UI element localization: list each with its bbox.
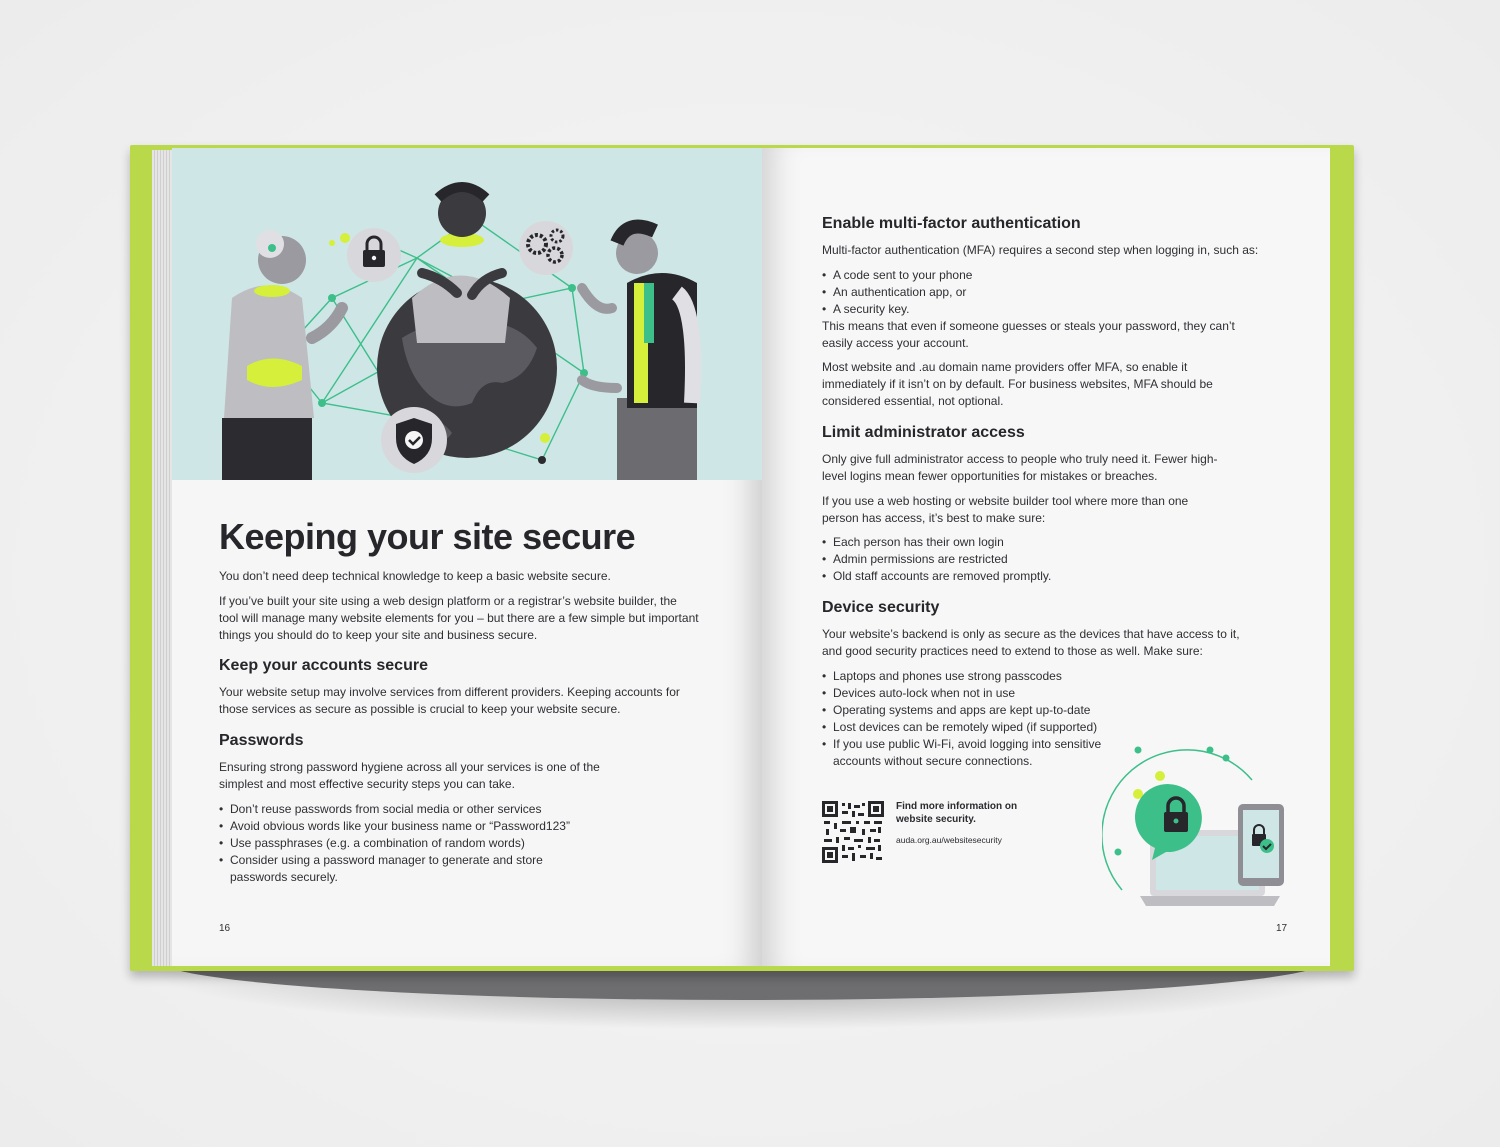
- list-item: • Old staff accounts are removed promptly.: [822, 568, 1262, 585]
- section-heading-accounts: Keep your accounts secure: [219, 657, 428, 674]
- list-item: • Devices auto-lock when not in use: [822, 685, 1122, 702]
- info-title: Find more information on website security.: [896, 801, 1018, 825]
- device-list: [822, 668, 1122, 770]
- password-tips-list: [219, 801, 599, 886]
- list-item: • Laptops and phones use strong passcodes: [822, 668, 1122, 685]
- list-item: • Operating systems and apps are kept up-to-date: [822, 702, 1122, 719]
- list-item: • Admin permissions are restricted: [822, 551, 1262, 568]
- list-item: • Lost devices can be remotely wiped (if supported): [822, 719, 1122, 736]
- phone-icon: [1238, 804, 1284, 886]
- qr-code[interactable]: [822, 801, 884, 863]
- admin-paragraph-2: If you use a web hosting or website builder tool where more than one person has access, it’s best to make sure:: [822, 494, 1189, 525]
- list-item: • Don’t reuse passwords from social media or other services: [219, 801, 599, 818]
- list-item: • Consider using a password manager to generate and store passwords securely.: [219, 852, 599, 886]
- mfa-paragraph-2: Most website and .au domain name providers offer MFA, so enable it immediately if it isn’t on by default. For business websites, MFA should be considered essential, not optional.: [822, 360, 1213, 408]
- section-heading-passwords: Passwords: [219, 732, 304, 749]
- accounts-paragraph: Your website setup may involve services from different providers. Keeping accounts for those services as secure as possible is crucial to keep your website secure.: [219, 685, 680, 716]
- list-item: • A security key.: [822, 301, 1262, 318]
- left-page: [172, 148, 762, 966]
- section-heading-mfa: Enable multi-factor authentication: [822, 215, 1081, 232]
- shield-check-icon: [381, 407, 447, 473]
- list-item: • Use passphrases (e.g. a combination of random words): [219, 835, 599, 852]
- admin-paragraph-1: Only give full administrator access to people who truly need it. Fewer high-level logins mean fewer opportunities for mistakes or breaches.: [822, 452, 1218, 483]
- list-item: • An authentication app, or: [822, 284, 1262, 301]
- page-number: 16: [219, 923, 231, 934]
- person-left: [222, 230, 342, 480]
- hero-illustration: [172, 148, 762, 480]
- passwords-paragraph: Ensuring strong password hygiene across all your services is one of the simplest and most effective security steps you can take.: [219, 760, 600, 791]
- mfa-after: This means that even if someone guesses or steals your password, they can’t easily access your account.: [822, 319, 1235, 350]
- people-globe-illustration: [172, 148, 762, 480]
- list-item: • Avoid obvious words like your business name or “Password123”: [219, 818, 599, 835]
- lock-icon: [347, 228, 401, 282]
- device-security-illustration: [1102, 740, 1292, 910]
- device-paragraph: Your website’s backend is only as secure as the devices that have access to it, and good security practices need to extend to those as well. Make sure:: [822, 627, 1240, 658]
- list-item: • If you use public Wi-Fi, avoid logging into sensitive accounts without secure connections.: [822, 736, 1122, 770]
- info-url[interactable]: auda.org.au/websitesecurity: [896, 835, 1002, 845]
- right-page: [762, 148, 1330, 966]
- section-heading-admin: Limit administrator access: [822, 424, 1025, 441]
- section-heading-device: Device security: [822, 599, 940, 616]
- mfa-intro: Multi-factor authentication (MFA) requires a second step when logging in, such as:: [822, 243, 1259, 257]
- list-item: • A code sent to your phone: [822, 267, 1262, 284]
- page-number: 17: [1276, 923, 1288, 934]
- person-right: [582, 227, 697, 480]
- list-item: • Each person has their own login: [822, 534, 1262, 551]
- admin-list: [822, 534, 1262, 585]
- page-edges: [152, 150, 174, 966]
- gears-icon: [519, 221, 573, 275]
- intro-paragraph: You don’t need deep technical knowledge to keep a basic website secure.: [219, 569, 611, 583]
- intro-paragraph-2: If you’ve built your site using a web design platform or a registrar’s website builder, the tool will manage many website elements for you – but there are a few simple but important things you should do to keep your site and business secure.: [219, 594, 699, 642]
- mfa-list: [822, 267, 1262, 318]
- page-title: Keeping your site secure: [219, 516, 636, 557]
